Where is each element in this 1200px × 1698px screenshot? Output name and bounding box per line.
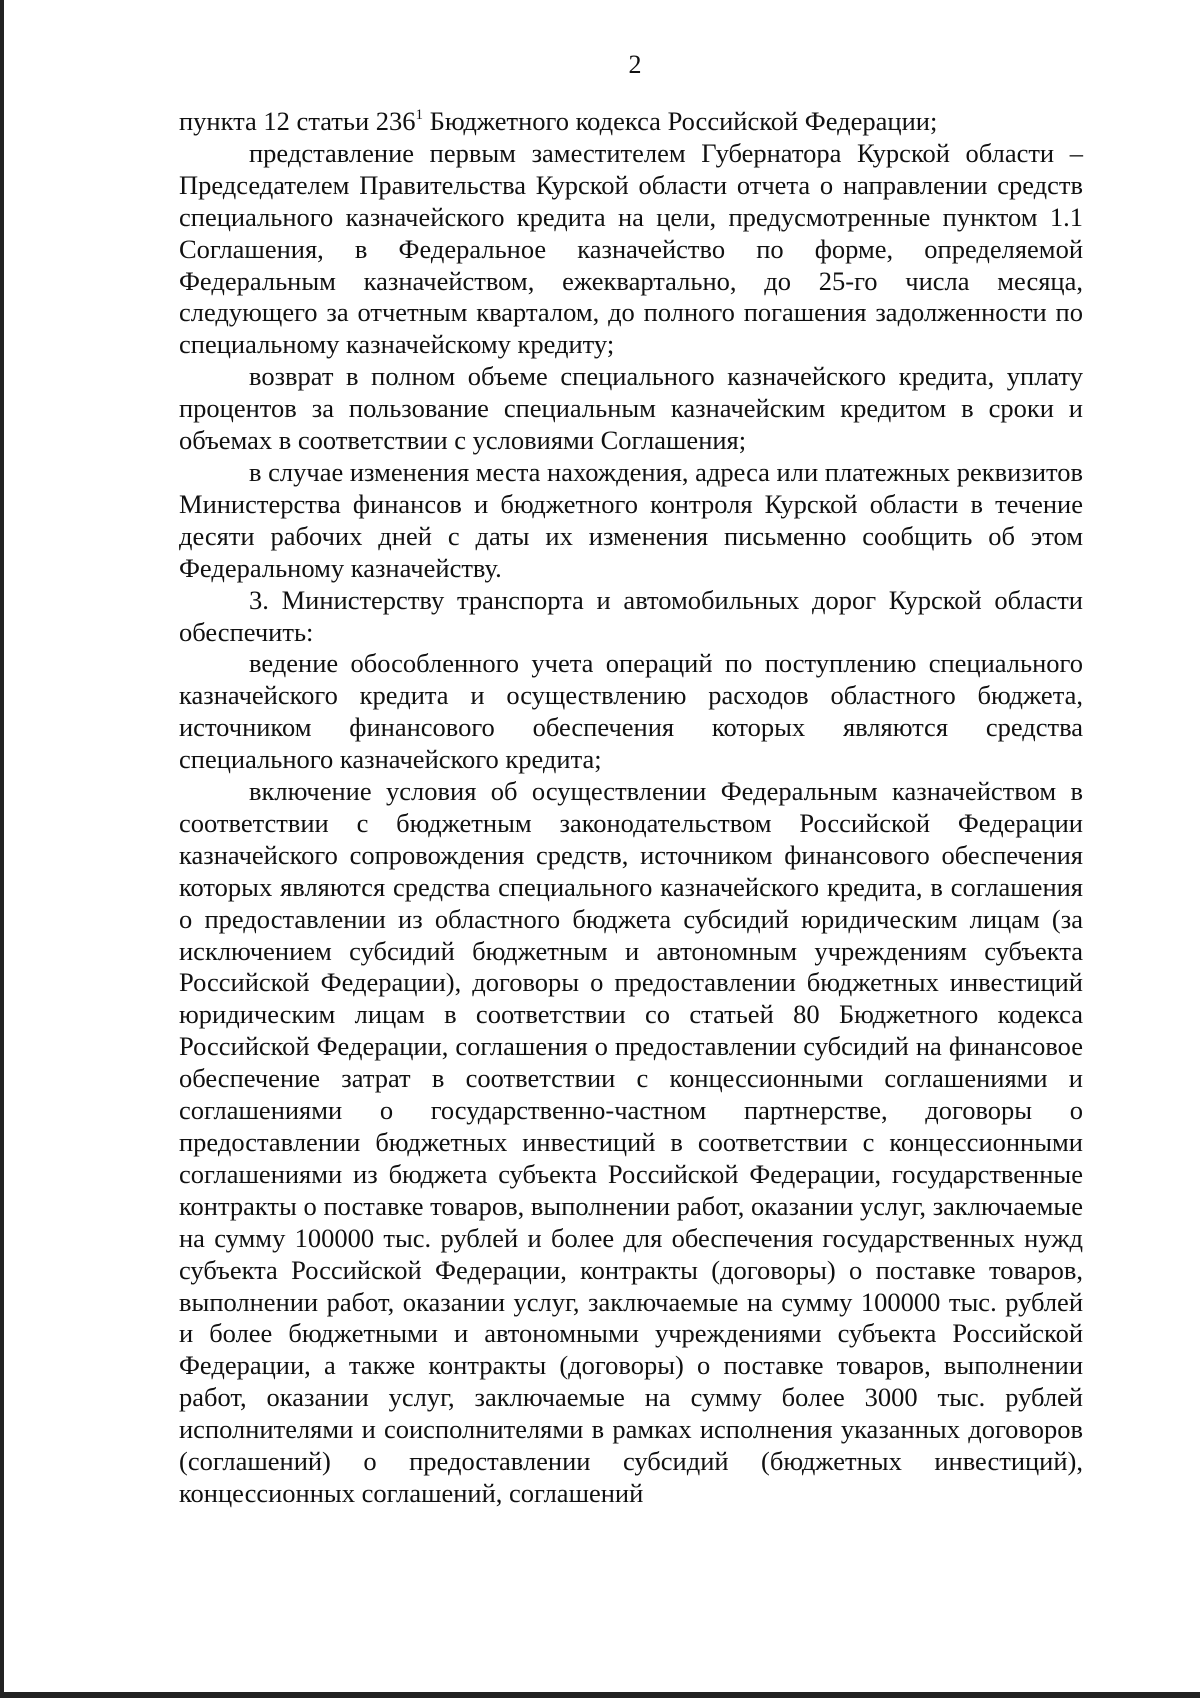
paragraph-text: Бюджетного кодекса Российской Федерации; [423, 106, 938, 136]
paragraph-separate-accounting: ведение обособленного учета операций по поступлению специального казначейского кредита и осуществлению расходов областного бюджета, источником финансового обеспечения которых являются средства специального казначейского кредита; [179, 648, 1083, 775]
document-body [179, 106, 1083, 1510]
scan-edge-left [0, 0, 4, 1698]
page-number: 2 [628, 50, 642, 79]
paragraph-requisites-change: в случае изменения места нахождения, адреса или платежных реквизитов Министерства финансов и бюджетного контроля Курской области в течение десяти рабочих дней с даты их изменения письменно сообщить об этом Федеральному казначейству. [179, 456, 1083, 583]
paragraph-continuation [179, 106, 1083, 138]
paragraph-report: представление первым заместителем Губернатора Курской области – Председателем Правительства Курской области отчета о направлении средств специального казначейского кредита на цели, предусмотренные пунктом 1.1 Соглашения, в Федеральное казначейство по форме, определяемой Федеральным казначейством, ежеквартально, до 25-го числа месяца, следующего за отчетным кварталом, до полного погашения задолженности по специальному казначейскому кредиту; [179, 137, 1083, 360]
superscript: 1 [415, 107, 424, 123]
paragraph-item-3: 3. Министерству транспорта и автомобильных дорог Курской области обеспечить: [179, 584, 1083, 647]
scan-edge-bottom [0, 1692, 1200, 1698]
paragraph-treasury-support: включение условия об осуществлении Федеральным казначейством в соответствии с бюджетным законодательством Российской Федерации казначейского сопровождения средств, источником финансового обеспечения которых являются средства специального казначейского кредита, в соглашения о предоставлении из областного бюджета субсидий юридическим лицам (за исключением субсидий бюджетным и автономным учреждениям субъекта Российской Федерации), договоры о предоставлении бюджетных инвестиций юридическим лицам в соответствии со статьей 80 Бюджетного кодекса Российской Федерации, соглашения о предоставлении субсидий на финансовое обеспечение затрат в соответствии с концессионными соглашениями и соглашениями о государственно-частном партнерстве, договоры о предоставлении бюджетных инвестиций в соответствии с концессионными соглашениями из бюджета субъекта Российской Федерации, государственные контракты о поставке товаров, выполнении работ, оказании услуг, заключаемые на сумму 100000 тыс. рублей и более для обеспечения государственных нужд субъекта Российской Федерации, контракты (договоры) о поставке товаров, выполнении работ, оказании услуг, заключаемые на сумму 100000 тыс. рублей и более бюджетными и автономными учреждениями субъекта Российской Федерации, а также контракты (договоры) о поставке товаров, выполнении работ, оказании услуг, заключаемые на сумму более 3000 тыс. рублей исполнителями и соисполнителями в рамках исполнения указанных договоров (соглашений) о предоставлении субсидий (бюджетных инвестиций), концессионных соглашений, соглашений [179, 776, 1083, 1508]
paragraph-text: пункта 12 статьи 236 [179, 106, 416, 136]
paragraph-repayment: возврат в полном объеме специального казначейского кредита, уплату процентов за пользование специальным казначейским кредитом в сроки и объемах в соответствии с условиями Соглашения; [179, 361, 1083, 456]
